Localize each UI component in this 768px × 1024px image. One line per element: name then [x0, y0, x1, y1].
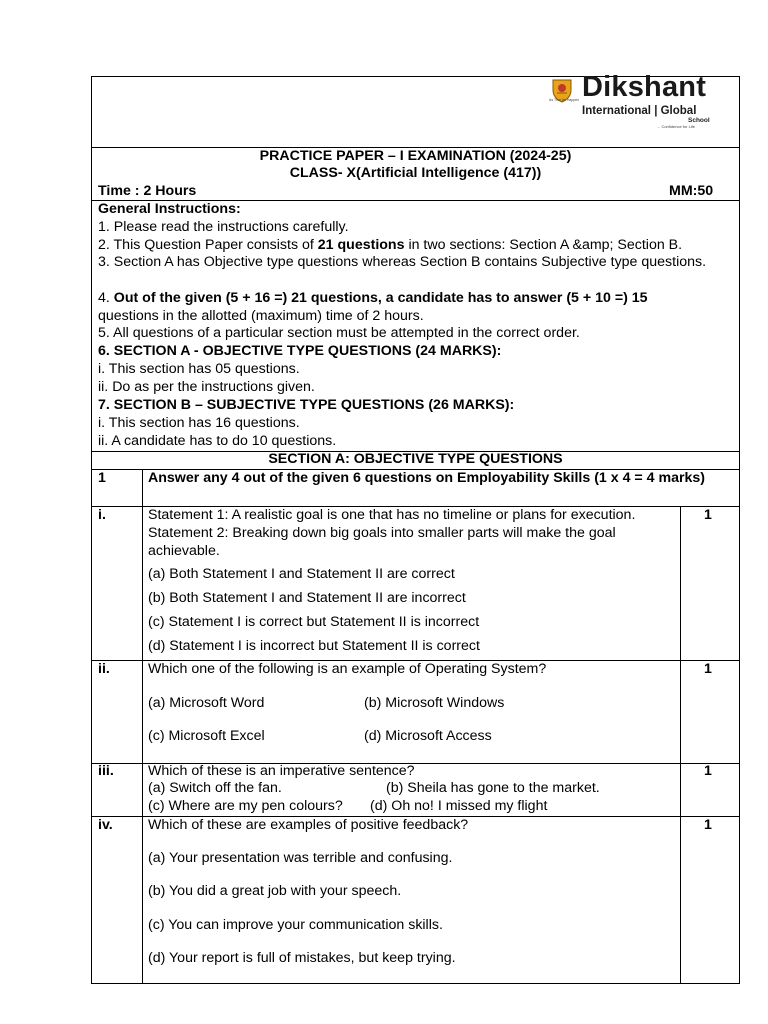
instruction-6-a: i. This section has 05 questions.	[98, 361, 300, 377]
statement-2-cont: achievable.	[148, 543, 220, 559]
subquestion-text: Which of these are examples of positive feedback?	[148, 817, 469, 833]
statement-1: Statement 1: A realistic goal is one that has no timeline or plans for execution.	[148, 507, 636, 523]
instruction-7-heading: 7. SECTION B – SUBJECTIVE TYPE QUESTIONS (26 MARKS):	[98, 397, 515, 413]
instruction-7-a: i. This section has 16 questions.	[98, 415, 300, 431]
option-c: (c) You can improve your communication skills.	[148, 917, 443, 933]
option-c: (c) Where are my pen colours?	[148, 798, 343, 814]
question-text: Answer any 4 out of the given 6 questions on Employability Skills (1 x 4 = 4 marks)	[148, 470, 706, 486]
option-c: (c) Statement I is correct but Statement II is incorrect	[148, 614, 480, 630]
option-d: (d) Statement I is incorrect but Statement II is correct	[148, 638, 480, 654]
option-b: (b) You did a great job with your speech.	[148, 883, 402, 899]
subquestion-text: Which one of the following is an example of Operating System?	[148, 661, 547, 677]
statement-2: Statement 2: Breaking down big goals into smaller parts will make the goal	[148, 525, 616, 541]
instruction-7-b: ii. A candidate has to do 10 questions.	[98, 433, 337, 449]
option-d: (d) Your report is full of mistakes, but keep trying.	[148, 950, 456, 966]
instruction-5: 5. All questions of a particular section must be attempted in the correct order.	[98, 325, 580, 341]
option-a: (a) Both Statement I and Statement II are correct	[148, 566, 455, 582]
option-d: (d) Microsoft Access	[364, 728, 492, 744]
option-a: (a) Microsoft Word	[148, 695, 265, 711]
logo-motto: As True As Happen	[549, 98, 580, 102]
instruction-2: 2. This Question Paper consists of 21 questions in two sections: Section A &amp; Section B.	[98, 237, 683, 253]
instruction-6-b: ii. Do as per the instructions given.	[98, 379, 315, 395]
instructions-heading: General Instructions:	[98, 201, 241, 217]
instruction-4: 4. Out of the given (5 + 16 =) 21 questions, a candidate has to answer (5 + 10 =) 15	[98, 290, 648, 306]
option-d: (d) Oh no! I missed my flight	[370, 798, 548, 814]
subquestion-marks: 1	[704, 507, 712, 523]
logo-name: Dikshant	[582, 71, 707, 103]
subquestion-number: ii.	[98, 661, 110, 677]
subquestion-text: Which of these is an imperative sentence?	[148, 763, 415, 779]
paper-marks: MM:50	[669, 183, 714, 199]
option-b: (b) Sheila has gone to the market.	[386, 780, 600, 796]
paper-title: PRACTICE PAPER – I EXAMINATION (2024-25)	[259, 148, 572, 164]
logo-subtitle: International | Global	[582, 105, 697, 117]
subquestion-marks: 1	[704, 817, 712, 833]
subquestion-number: i.	[98, 507, 106, 523]
paper-class: CLASS- X(Artificial Intelligence (417))	[289, 165, 542, 181]
rule-marks-column	[680, 506, 681, 984]
subquestion-marks: 1	[704, 763, 712, 779]
option-a: (a) Your presentation was terrible and confusing.	[148, 850, 453, 866]
logo-school: School	[688, 117, 710, 124]
rule-number-column	[142, 469, 143, 984]
subquestion-number: iii.	[98, 763, 114, 779]
option-a: (a) Switch off the fan.	[148, 780, 282, 796]
instruction-6-heading: 6. SECTION A - OBJECTIVE TYPE QUESTIONS (24 MARKS):	[98, 343, 502, 359]
subquestion-number: iv.	[98, 817, 113, 833]
section-a-title: SECTION A: OBJECTIVE TYPE QUESTIONS	[268, 451, 563, 467]
instruction-4-cont: questions in the allotted (maximum) time of 2 hours.	[98, 308, 424, 324]
logo-tagline: ... Confidence for Life	[657, 124, 696, 129]
paper-time: Time : 2 Hours	[98, 183, 197, 199]
question-number: 1	[98, 470, 106, 486]
option-b: (b) Microsoft Windows	[364, 695, 505, 711]
option-c: (c) Microsoft Excel	[148, 728, 265, 744]
question-paper	[91, 71, 740, 984]
instruction-1: 1. Please read the instructions carefully.	[98, 219, 349, 235]
option-b: (b) Both Statement I and Statement II are incorrect	[148, 590, 466, 606]
subquestion-marks: 1	[704, 661, 712, 677]
instruction-3: 3. Section A has Objective type questions whereas Section B contains Subjective type questions.	[98, 254, 707, 270]
